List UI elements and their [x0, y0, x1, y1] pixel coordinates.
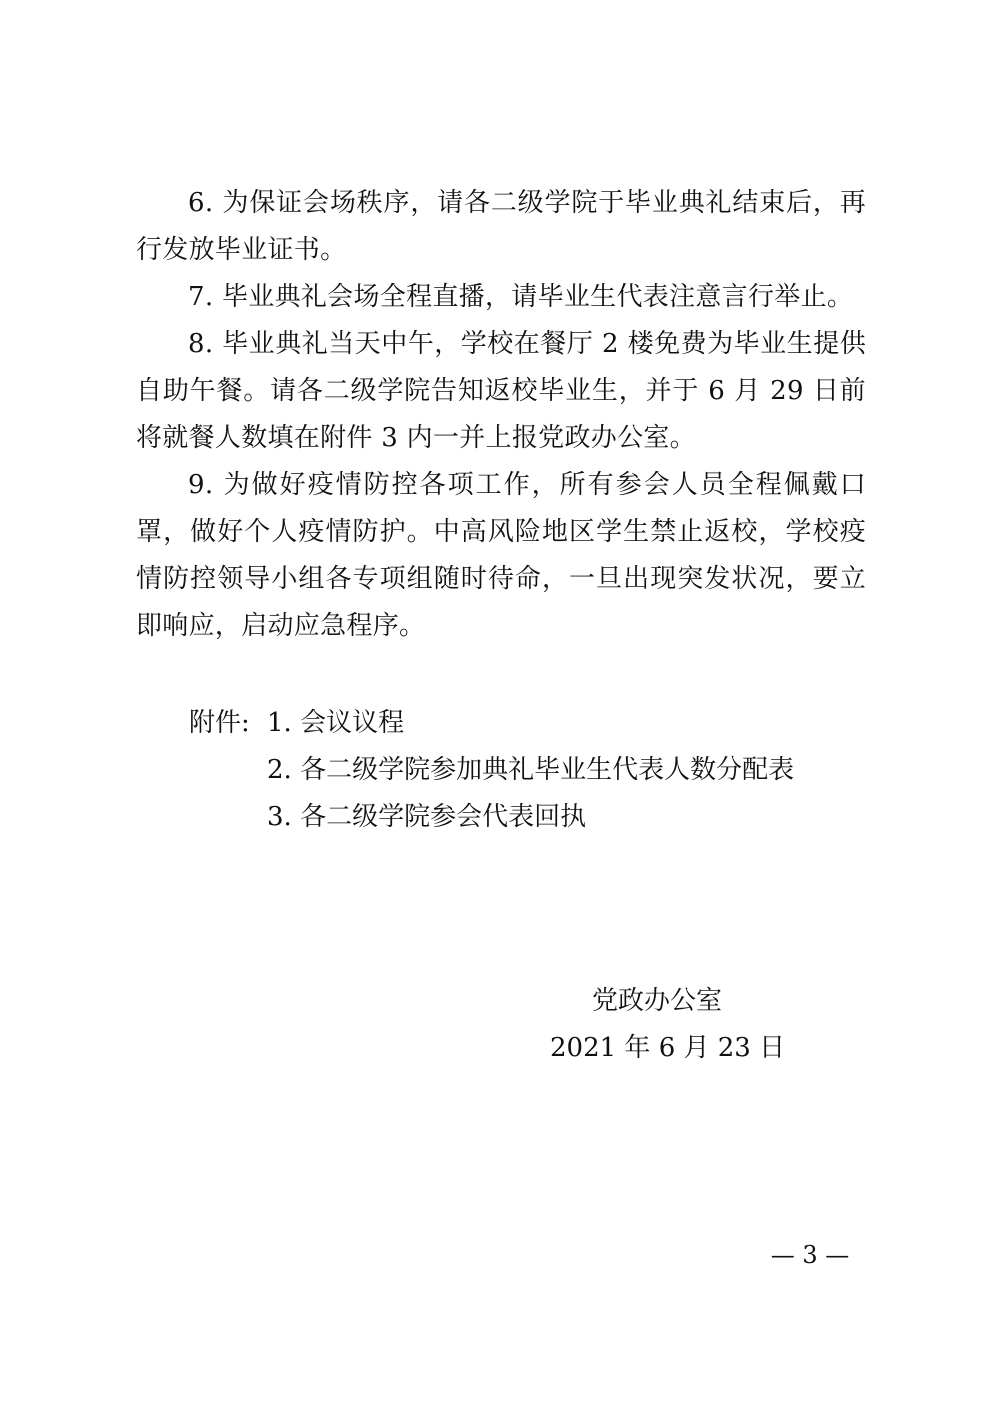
signature-office: 党政办公室 [592, 986, 723, 1016]
paragraph-item-7: 7. 毕业典礼会场全程直播，请毕业生代表注意言行举止。 [188, 282, 854, 312]
signature-date: 2021 年 6 月 23 日 [550, 1033, 786, 1063]
attachment-row-1 [189, 700, 889, 747]
attachment-row-2 [189, 747, 889, 794]
attachment-indent [189, 747, 267, 794]
attachment-item-2: 2. 各二级学院参加典礼毕业生代表人数分配表 [267, 755, 795, 785]
paragraph-item-9: 9. 为做好疫情防控各项工作，所有参会人员全程佩戴口罩，做好个人疫情防护。中高风险地区学生禁止返校，学校疫情防控领导小组各专项组随时待命，一旦出现突发状况，要立即响应，启动应急程序。 [136, 470, 866, 641]
paragraph-item-8: 8. 毕业典礼当天中午，学校在餐厅 2 楼免费为毕业生提供自助午餐。请各二级学院告知返校毕业生，并于 6 月 29 日前将就餐人数填在附件 3 内一并上报党政办公室。 [136, 329, 866, 453]
attachments-list [189, 700, 889, 841]
page-number: — 3 — [770, 1241, 850, 1269]
attachment-row-3 [189, 794, 889, 841]
attachment-item-1: 1. 会议议程 [267, 708, 405, 738]
attachment-indent [189, 794, 267, 841]
attachment-item-3: 3. 各二级学院参会代表回执 [267, 802, 587, 832]
paragraph-item-6: 6. 为保证会场秩序，请各二级学院于毕业典礼结束后，再行发放毕业证书。 [136, 188, 866, 265]
document-body [136, 180, 866, 650]
attachments-label: 附件: [189, 708, 250, 738]
